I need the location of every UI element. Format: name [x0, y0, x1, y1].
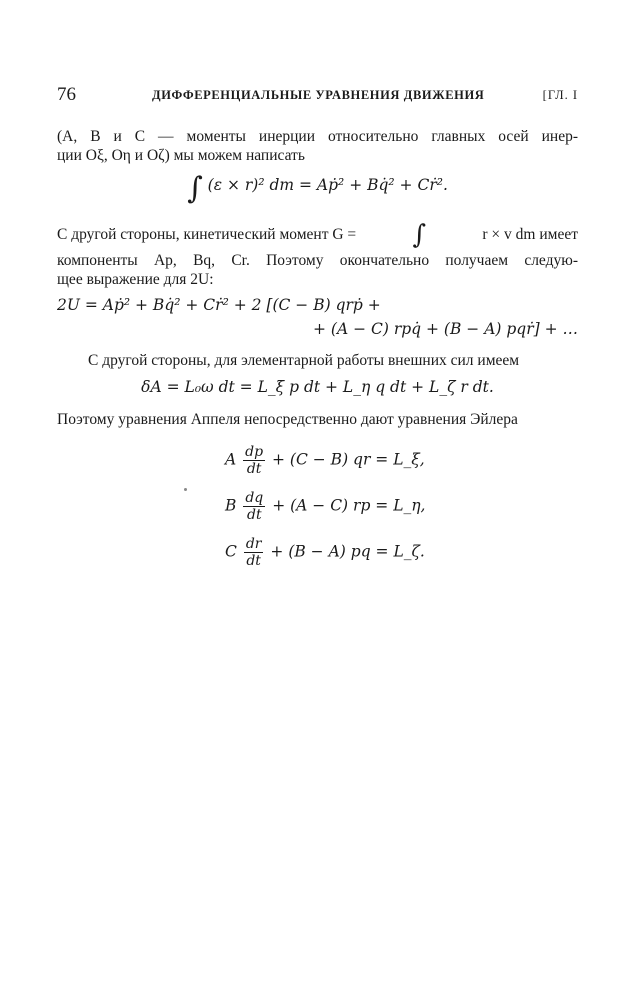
running-title: ДИФФЕРЕНЦИАЛЬНЫЕ УРАВНЕНИЯ ДВИЖЕНИЯ	[152, 88, 485, 102]
text-line: С другой стороны, для элементарной работы внешних сил имеем	[88, 352, 520, 369]
euler-equation-1	[225, 444, 425, 477]
numerator: dr	[245, 536, 262, 552]
text-line: Поэтому уравнения Аппеля непосредственно дают уравнения Эйлера	[57, 411, 518, 428]
equation-2U-line1: 2U = Aṗ² + Bq̇² + Cṙ² + 2 [(C − B) qrṗ +	[57, 296, 381, 314]
denominator: dt	[247, 507, 262, 523]
equation-kinetic-energy-inertia	[57, 171, 578, 206]
denominator: dt	[246, 461, 262, 477]
chapter-marker: [ГЛ. I	[542, 88, 578, 102]
equation-elementary-work: δA = L₀ω dt = L_ξ p dt + L_η q dt + L_ζ r dt.	[141, 378, 494, 396]
text-fragment: С другой стороны, кинетический момент G =	[57, 226, 357, 243]
text-fragment: r × v dm имеет	[482, 226, 578, 243]
numerator: dp	[245, 444, 264, 460]
euler-equation-3	[225, 536, 425, 569]
equation-2U-line2: + (A − C) rpq̇ + (B − A) pqṙ] + …	[312, 320, 578, 338]
numerator: dq	[245, 490, 264, 506]
integral-sign: ∫	[412, 220, 427, 250]
equation-rest: + (C − B) qr = L_ξ,	[272, 450, 425, 469]
print-speck	[184, 488, 187, 491]
text-line: (A, B и C — моменты инерции относительно главных осей инер-	[57, 128, 578, 145]
coefficient: A	[225, 450, 237, 469]
equation-body: (ε × r)² dm = Aṗ² + Bq̇² + Cṙ².	[207, 176, 448, 194]
coefficient: C	[225, 542, 237, 561]
text-line: компоненты Ap, Bq, Cr. Поэтому окончательно получаем следую-	[57, 252, 578, 269]
text-line-angular-momentum	[57, 220, 578, 250]
text-line: ции Oξ, Oη и Oζ) мы можем написать	[57, 147, 305, 164]
coefficient: B	[225, 496, 237, 515]
equation-rest: + (A − C) rp = L_η,	[272, 496, 426, 515]
running-header	[57, 84, 578, 108]
denominator: dt	[246, 553, 261, 569]
derivative-fraction	[243, 490, 265, 523]
equation-rest: + (B − A) pq = L_ζ.	[270, 542, 425, 561]
derivative-fraction	[243, 444, 265, 477]
text-line: щее выражение для 2U:	[57, 271, 214, 288]
derivative-fraction	[244, 536, 264, 569]
euler-equation-2	[225, 490, 425, 523]
page-number: 76	[57, 84, 76, 105]
integral-sign: ∫	[187, 171, 203, 206]
